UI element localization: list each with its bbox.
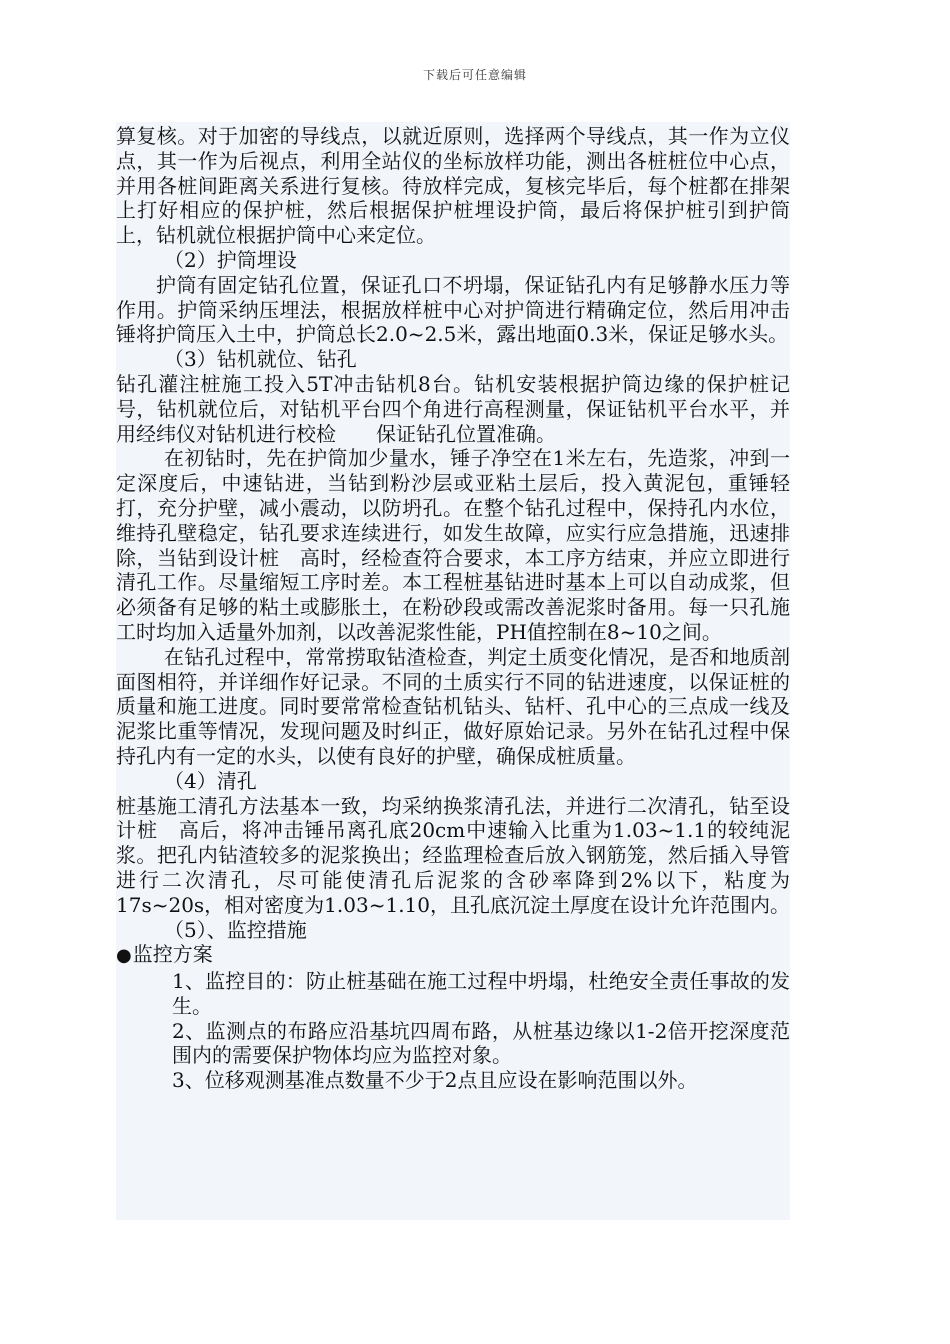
paragraph-rig-setup: 钻孔灌注桩施工投入5T冲击钻机8台。钻机安装根据护筒边缘的保护桩记号，钻机就位后，对钻机平台四个角进行高程测量，保证钻机平台水平，并用经纬仪对钻机进行校检 保证钻孔位置准确。	[116, 371, 790, 446]
paragraph-casing: 护筒有固定钻孔位置，保证孔口不坍塌，保证钻孔内有足够静水压力等作用。护筒采纳压埋法，根据放样桩中心对护筒进行精确定位，然后用冲击锤将护筒压入土中，护筒总长2.0~2.5米，露出地面0.3米，保证足够水头。	[116, 272, 790, 347]
heading-rig-positioning: （3）钻机就位、钻孔	[164, 347, 357, 372]
page-header-note: 下载后可任意编辑	[422, 68, 527, 82]
heading-monitoring-measures: （5）、监控措施	[164, 917, 307, 942]
paragraph-drilling-inspection: 在钻孔过程中，常常捞取钻渣检查，判定土质变化情况，是否和地质剖面图相符，并详细作好记录。不同的土质实行不同的钻进速度，以保证桩的质量和施工进度。同时要常常检查钻机钻头、钻杆、孔中心的三点成一线及泥浆比重等情况，发现问题及时纠正，做好原始记录。另外在钻孔过程中保持孔内有一定的水头，以使有良好的护壁，确保成桩质量。	[116, 644, 790, 768]
list-item: 2、监测点的布路应沿基坑四周布路，从桩基边缘以1-2倍开挖深度范围内的需要保护物体均应为监控对象。	[172, 1018, 790, 1068]
bullet-dot-icon: ●	[116, 945, 132, 967]
list-item: 3、位移观测基准点数量不少于2点且应设在影响范围以外。	[172, 1068, 698, 1093]
bullet-title: 监控方案	[132, 942, 213, 967]
list-item: 1、监控目的：防止桩基础在施工过程中坍塌，杜绝安全责任事故的发生。	[172, 969, 790, 1018]
paragraph-hole-cleaning: 桩基施工清孔方法基本一致，均采纳换浆清孔法，并进行二次清孔，钻至设计桩 高后，将冲击锤吊离孔底20cm中速输入比重为1.03~1.1的较纯泥浆。把孔内钻渣较多的泥浆换出；经监理检查后放入钢筋笼，然后插入导管进行二次清孔，尽可能使清孔后泥浆的含砂率降到2%以下，粘度为17s~20s，相对密度为1.03~1.10，且孔底沉淀土厚度在设计允许范围内。	[116, 793, 791, 917]
bullet-monitoring-plan	[116, 942, 790, 969]
document-body	[116, 124, 790, 1093]
paragraph-survey-check: 算复核。对于加密的导线点，以就近原则，选择两个导线点，其一作为立仪点，其一作为后视点，利用全站仪的坐标放样功能，测出各桩桩位中心点，并用各桩间距离关系进行复核。待放样完成，复核完毕后，每个桩都在排架上打好相应的保护桩，然后根据保护桩埋设护筒，最后将保护桩引到护筒上，钻机就位根据护筒中心来定位。	[116, 124, 790, 248]
paragraph-initial-drilling: 在初钻时，先在护筒加少量水，锤子净空在1米左右，先造浆，冲到一定深度后，中速钻进，当钻到粉沙层或亚粘土层后，投入黄泥包，重锤轻打，充分护壁，减小震动，以防坍孔。在整个钻孔过程中，保持孔内水位，维持孔壁稳定，钻孔要求连续进行，如发生故障，应实行应急措施，迅速排除，当钻到设计桩 高时，经检查符合要求，本工序方结束，并应立即进行清孔工作。尽量缩短工序时差。本工程桩基钻进时基本上可以自动成浆，但必须备有足够的粘土或膨胀土，在粉砂段或需改善泥浆时备用。每一只孔施工时均加入适量外加剂，以改善泥浆性能，PH值控制在8~10之间。	[116, 446, 790, 644]
heading-hole-cleaning: （4）清孔	[164, 768, 257, 793]
heading-casing-burial: （2）护筒埋设	[164, 247, 297, 272]
